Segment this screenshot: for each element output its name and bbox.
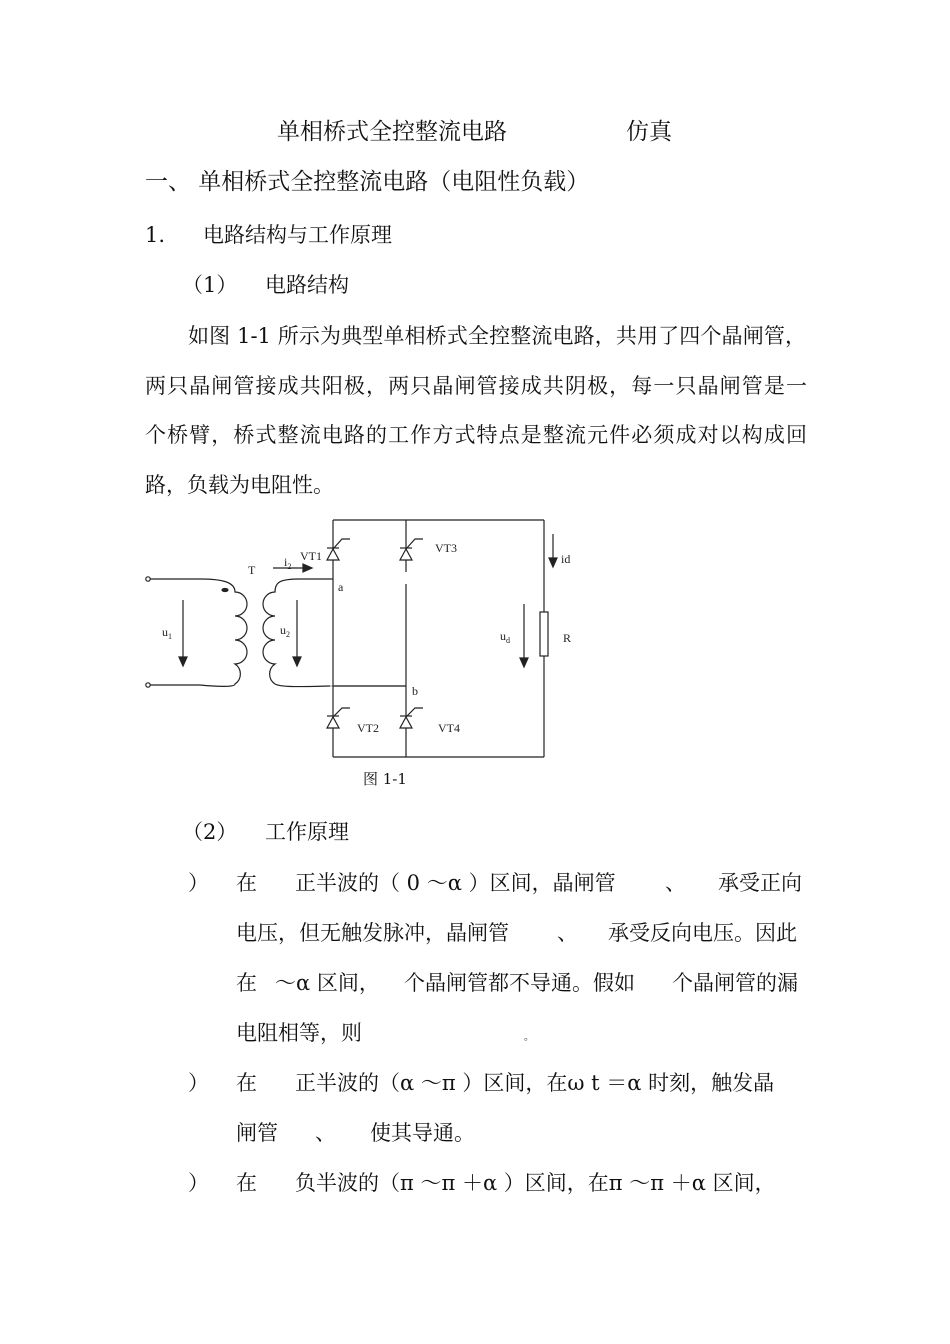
principle-text: 。	[524, 1032, 534, 1043]
thyristor-vt2	[327, 708, 350, 728]
label-ud: $u_d$	[500, 629, 510, 645]
principle-text: 个晶闸管都不导通。假如	[404, 971, 635, 995]
item-number: （1）	[182, 273, 238, 297]
principle-text: 正半波的（α ～π ）区间，在ω t ＝α 时刻，触发晶	[295, 1071, 775, 1095]
document-title-suffix: 仿真	[626, 119, 672, 145]
principle-text: 承受反向电压。因此	[608, 921, 797, 945]
circuit-diagram	[140, 512, 580, 792]
label-b: b	[412, 684, 418, 698]
principle-text: 在	[236, 871, 257, 895]
thyristor-vt4	[400, 708, 423, 728]
principle-text: 负半波的（π ～π ＋α ）区间，在π ～π ＋α 区间，	[295, 1171, 776, 1195]
label-r: R	[563, 631, 572, 645]
label-u1: $u_1$	[162, 625, 172, 641]
item-title: 工作原理	[265, 820, 349, 844]
principle-text: 正半波的（ 0 ～α ）区间，晶闸管	[295, 871, 616, 895]
principle-text: 电阻相等，则	[236, 1021, 362, 1045]
principle-text: 承受正向	[718, 871, 802, 895]
label-u2: $u_2$	[280, 623, 290, 639]
list-marker: ）	[188, 871, 209, 895]
principle-text: 个晶闸管的漏	[672, 971, 798, 995]
label-vt1: VT1	[300, 549, 322, 563]
principle-text: ～α 区间，	[275, 971, 380, 995]
label-id: id	[561, 552, 571, 566]
principle-text: 闸管	[236, 1121, 278, 1145]
item-number: （2）	[182, 820, 238, 844]
label-a: a	[338, 580, 344, 594]
figure-caption: 图 1-1	[363, 770, 407, 788]
principle-text: 在	[236, 1071, 257, 1095]
paragraph-line: 如图 1-1 所示为典型单相桥式全控整流电路，共用了四个晶闸管，	[188, 324, 806, 348]
item-title: 电路结构	[265, 273, 349, 297]
principle-text: 在	[236, 1171, 257, 1195]
list-marker: ）	[188, 1071, 209, 1095]
resistor-r	[540, 612, 548, 656]
label-vt2: VT2	[357, 721, 379, 735]
principle-text: 、	[557, 921, 578, 945]
label-t: T	[248, 563, 256, 577]
list-marker: ）	[188, 1171, 209, 1195]
principle-text: 在	[236, 971, 257, 995]
document-title: 单相桥式全控整流电路	[277, 119, 507, 145]
label-i2: $i_2$	[284, 555, 292, 571]
label-vt3: VT3	[435, 541, 457, 555]
terminal-dot	[146, 577, 150, 581]
principle-text: 使其导通。	[370, 1121, 475, 1145]
thyristor-vt3	[400, 539, 423, 560]
subsection-title: 电路结构与工作原理	[203, 223, 392, 247]
principle-text: 、	[315, 1121, 336, 1145]
principle-text: 电压，但无触发脉冲，晶闸管	[236, 921, 509, 945]
terminal-dot	[146, 683, 150, 687]
label-vt4: VT4	[438, 721, 460, 735]
paragraph-line: 个桥臂，桥式整流电路的工作方式特点是整流元件必须成对以构成回	[145, 423, 807, 447]
thyristor-vt1	[327, 539, 350, 560]
principle-text: 、	[665, 871, 686, 895]
subsection-number: 1.	[145, 223, 166, 247]
section-heading: 一、 单相桥式全控整流电路（电阻性负载）	[145, 169, 590, 195]
paragraph-line: 两只晶闸管接成共阳极，两只晶闸管接成共阴极，每一只晶闸管是一	[145, 374, 807, 398]
paragraph-line: 路，负载为电阻性。	[145, 473, 334, 497]
primary-winding	[200, 579, 247, 686]
